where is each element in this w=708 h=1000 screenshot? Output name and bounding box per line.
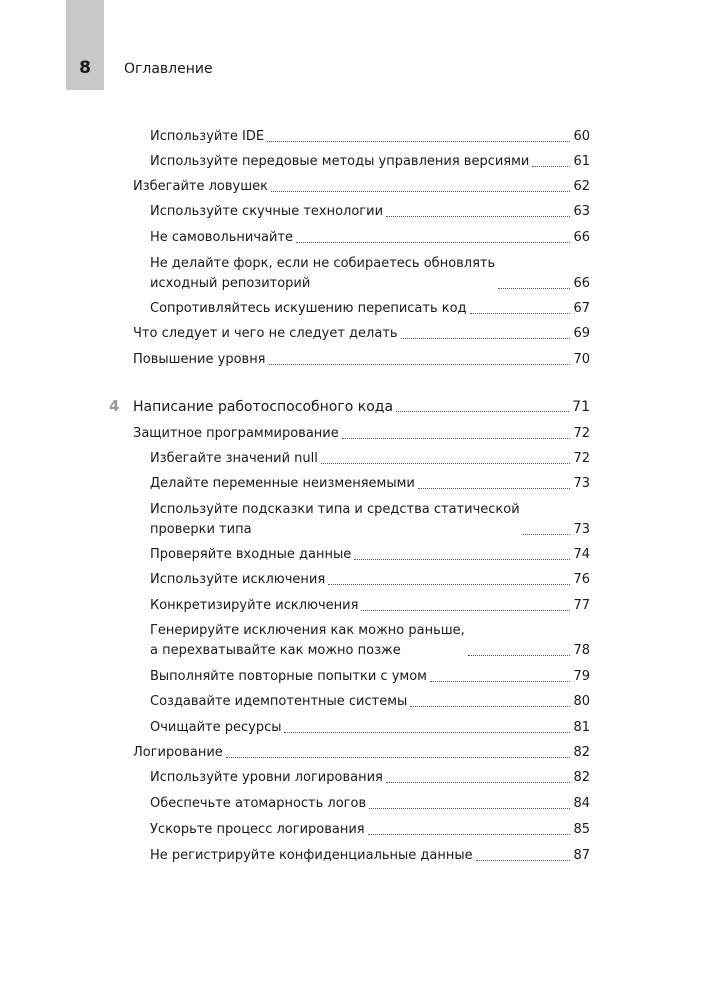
toc-entry xyxy=(133,324,590,344)
toc-entry-page: 73 xyxy=(573,522,590,537)
toc-entry-title-line: Защитное программирование xyxy=(133,426,339,441)
toc-entry-title xyxy=(150,621,465,661)
dot-leader xyxy=(386,216,570,217)
toc-entry-title xyxy=(150,718,281,738)
toc-entry-title xyxy=(150,500,520,540)
toc-entry xyxy=(150,820,590,840)
toc-entry-title-line: Не самовольничайте xyxy=(150,230,293,245)
toc-entry-title-line: Делайте переменные неизменяемыми xyxy=(150,476,415,491)
toc-entry xyxy=(150,474,590,494)
dot-leader xyxy=(476,860,571,861)
toc-entry-title-line: Не делайте форк, если не собираетесь обновлять xyxy=(150,256,496,271)
toc-entry-title-line: Используйте передовые методы управления версиями xyxy=(150,154,530,169)
toc-entry-page: 82 xyxy=(573,770,590,785)
toc-entry-page: 73 xyxy=(573,476,590,491)
toc-entry xyxy=(133,177,590,197)
dot-leader xyxy=(328,584,570,585)
toc-entry xyxy=(150,692,590,712)
toc-entry xyxy=(133,424,590,444)
toc-entry-title-line: Не регистрируйте конфиденциальные данные xyxy=(150,848,473,863)
toc-entry-title-line: проверки типа xyxy=(150,522,252,537)
toc-entry-title xyxy=(150,545,351,565)
toc-entry-title-line: Ускорьте процесс логирования xyxy=(150,822,365,837)
toc-entry xyxy=(133,397,590,417)
toc-entry xyxy=(150,449,590,469)
toc-entry-title xyxy=(150,768,383,788)
toc-entry-page: 80 xyxy=(573,694,590,709)
toc-entry-page: 74 xyxy=(573,547,590,562)
dot-leader xyxy=(267,141,570,142)
toc-entry-title-line: Очищайте ресурсы xyxy=(150,720,282,735)
toc-entry-page: 63 xyxy=(573,204,590,219)
toc-entry-title-line: Сопротивляйтесь искушению переписать код xyxy=(150,301,467,316)
toc-entry-page: 87 xyxy=(573,848,590,863)
toc-entry xyxy=(150,127,590,147)
dot-leader xyxy=(468,655,571,656)
toc-entry xyxy=(150,718,590,738)
toc-entry-title-line: Используйте уровни логирования xyxy=(150,770,383,785)
dot-leader xyxy=(271,191,570,192)
toc-entry-page: 66 xyxy=(573,230,590,245)
toc-entry-page: 78 xyxy=(573,643,590,658)
page-number: 8 xyxy=(79,58,91,78)
toc-entry-page: 84 xyxy=(573,796,590,811)
toc-entry-title xyxy=(150,794,366,814)
toc-entry-title-line: Избегайте значений null xyxy=(150,451,318,466)
toc-entry xyxy=(150,596,590,616)
toc-entry-title-line: исходный репозиторий xyxy=(150,276,311,291)
dot-leader xyxy=(342,438,571,439)
chapter-number: 4 xyxy=(109,397,120,415)
toc-entry xyxy=(150,846,590,866)
running-header: Оглавление xyxy=(124,61,213,77)
toc-entry-title-line: Используйте IDE xyxy=(150,129,265,144)
toc-entry-page: 81 xyxy=(573,720,590,735)
toc-entry-title-line: Логирование xyxy=(133,745,223,760)
toc-entry-page: 69 xyxy=(573,326,590,341)
dot-leader xyxy=(369,808,570,809)
toc-entry xyxy=(150,152,590,172)
toc-entry-page: 72 xyxy=(573,426,590,441)
toc-entry-title-line: Обеспечьте атомарность логов xyxy=(150,796,367,811)
toc-entry-title xyxy=(150,449,318,469)
toc-entry-title-line: Написание работоспособного кода xyxy=(133,399,394,415)
toc-entry xyxy=(150,299,590,319)
toc-entry-title-line: Что следует и чего не следует делать xyxy=(133,326,398,341)
dot-leader xyxy=(296,242,570,243)
toc-entry-title xyxy=(133,743,223,763)
dot-leader xyxy=(410,706,570,707)
toc-entry xyxy=(150,570,590,590)
dot-leader xyxy=(354,559,570,560)
toc-entry-title-line: Избегайте ловушек xyxy=(133,179,268,194)
toc-entry-title xyxy=(133,177,268,197)
toc-entry xyxy=(150,794,590,814)
toc-entry-title-line: Используйте подсказки типа и средства статической xyxy=(150,502,520,517)
dot-leader xyxy=(498,288,570,289)
dot-leader xyxy=(470,313,571,314)
toc-entry xyxy=(150,667,590,687)
toc-entry-page: 61 xyxy=(573,154,590,169)
toc-entry xyxy=(133,350,590,370)
toc-entry-page: 60 xyxy=(573,129,590,144)
toc-entry xyxy=(150,768,590,788)
toc-entry xyxy=(133,743,590,763)
toc-entry-title xyxy=(150,299,467,319)
toc-entry-page: 77 xyxy=(573,598,590,613)
toc-entry-title xyxy=(150,820,365,840)
toc-entry-title xyxy=(150,692,407,712)
dot-leader xyxy=(532,166,570,167)
dot-leader xyxy=(386,782,571,783)
dot-leader xyxy=(269,364,571,365)
dot-leader xyxy=(368,834,571,835)
toc-entry-page: 85 xyxy=(573,822,590,837)
toc-entry-title-line: а перехватывайте как можно позже xyxy=(150,643,401,658)
toc-entry xyxy=(150,621,590,661)
toc-entry-title xyxy=(133,424,339,444)
toc-entry-page: 72 xyxy=(573,451,590,466)
toc-entry-title xyxy=(133,324,398,344)
toc-entry xyxy=(150,228,590,248)
toc-entry-page: 79 xyxy=(573,669,590,684)
dot-leader xyxy=(284,732,570,733)
toc-entry-title xyxy=(150,202,383,222)
toc-entry-title-line: Повышение уровня xyxy=(133,352,266,367)
toc-entry-title xyxy=(133,350,266,370)
toc-entry xyxy=(150,500,590,540)
toc-entry-title xyxy=(150,570,325,590)
toc-entry-page: 71 xyxy=(572,399,590,415)
toc-entry-page: 62 xyxy=(573,179,590,194)
toc-entry-page: 76 xyxy=(573,572,590,587)
dot-leader xyxy=(396,411,569,412)
page-number-tab xyxy=(66,0,104,90)
toc-entry-title xyxy=(150,152,529,172)
toc-entry-page: 70 xyxy=(573,352,590,367)
toc-entry-title xyxy=(150,667,427,687)
toc-entry-title xyxy=(133,397,393,417)
toc-entry-title-line: Используйте скучные технологии xyxy=(150,204,384,219)
toc-entry-title xyxy=(150,846,473,866)
toc-entry-title xyxy=(150,474,415,494)
toc-entry-title-line: Создавайте идемпотентные системы xyxy=(150,694,408,709)
toc-entry-page: 66 xyxy=(573,276,590,291)
toc-entry-page: 67 xyxy=(573,301,590,316)
toc-entry-title-line: Генерируйте исключения как можно раньше, xyxy=(150,623,465,638)
toc-entry xyxy=(150,545,590,565)
dot-leader xyxy=(226,757,571,758)
toc-entry-title-line: Выполняйте повторные попытки с умом xyxy=(150,669,427,684)
dot-leader xyxy=(361,610,570,611)
dot-leader xyxy=(418,488,571,489)
toc-entry-title xyxy=(150,228,293,248)
toc-entry-title-line: Конкретизируйте исключения xyxy=(150,598,359,613)
dot-leader xyxy=(401,338,571,339)
toc-entry-title-line: Используйте исключения xyxy=(150,572,326,587)
toc-entry xyxy=(150,254,590,294)
toc-entry-title xyxy=(150,596,358,616)
toc-entry-title xyxy=(150,127,264,147)
toc-entry-title xyxy=(150,254,495,294)
dot-leader xyxy=(523,534,571,535)
toc-entry-page: 82 xyxy=(573,745,590,760)
toc-entry-title-line: Проверяйте входные данные xyxy=(150,547,352,562)
dot-leader xyxy=(321,463,571,464)
toc-entry xyxy=(150,202,590,222)
dot-leader xyxy=(430,681,570,682)
